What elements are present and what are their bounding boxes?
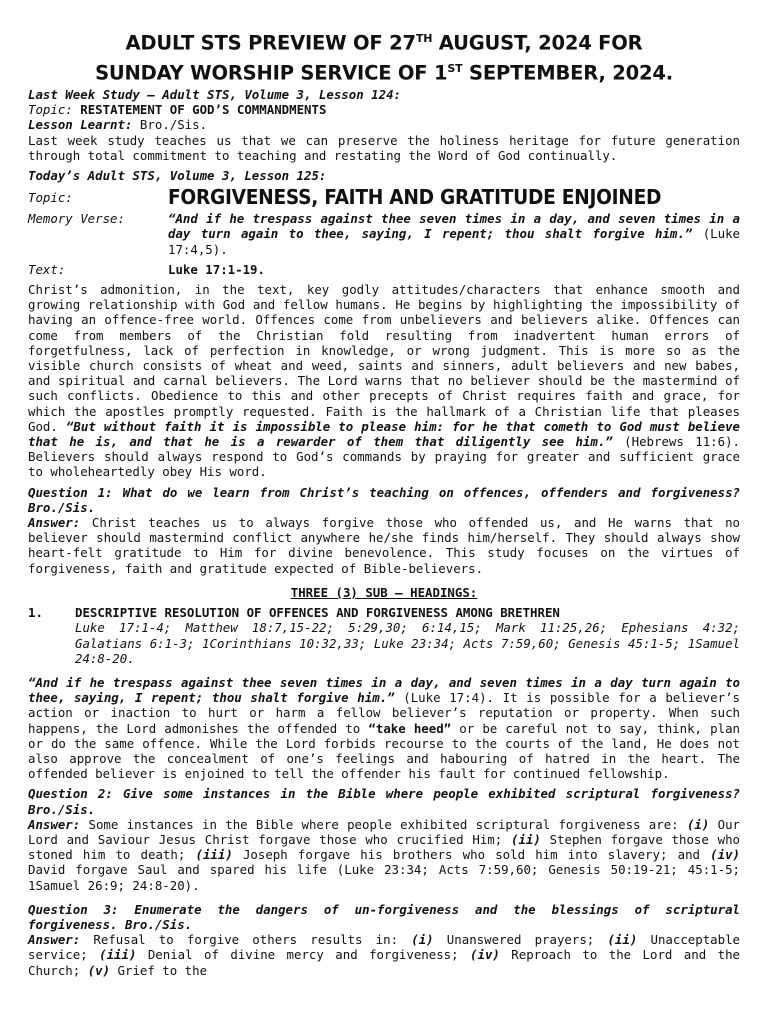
title-text: AUGUST, 2024 FOR (432, 31, 643, 55)
list-marker: (i) (686, 816, 710, 832)
answer-text: Unacceptable service; (28, 932, 741, 963)
today-topic-row (28, 185, 740, 209)
title-line-2 (28, 56, 740, 86)
section-number: 1. (28, 605, 43, 621)
section-1-text: or be careful not to say, think, plan or do the same offence. While the Lord forbids recourse to the courts of the land, He does not also approve the concealment of one’s feelings and habouring of hatred in the heart. The offended believer is enjoined to tell the offender his fault for continued fellowship. (28, 720, 740, 782)
section-1-text: (Luke 17:4). It is possible for a believer’s action or inaction to hurt or harm a fellow believer’s reputation or property. When such happens, the Lord admonishes the offended to (28, 690, 740, 736)
answer-2 (28, 817, 740, 893)
memory-verse (168, 211, 740, 257)
title-text: ADULT STS PREVIEW OF 27 (125, 31, 416, 55)
list-marker: (v) (87, 962, 111, 978)
text-row (28, 262, 740, 277)
section-1-quote: “And if he trespass against thee seven times in a day, and seven times in a day turn again to thee, saying, I repent; thou shalt forgive him.” (28, 674, 740, 706)
memory-verse-ref: (Luke 17:4,5). (168, 226, 740, 257)
section-1-heading-row (28, 605, 740, 620)
title-ordinal: ST (447, 61, 463, 75)
intro-text: Christ’s admonition, in the text, key godly attitudes/characters that enhance smooth and growing relationship with God and fellow humans. He begins by highlighting the impossibility of having an offence-free world. Offences come from unbelievers and believers alike. Offences can come from members of the Christian fold resulting from inadvertent human errors of forgetfulness, lack of perfection in knowledge, or wrong judgment. This is more so as the visible church consists of wheat and weed, saints and sinners, adult believers and new babes, and spiritual and carnal believers. The Lord warns that no believer should be the mastermind of such conflicts. Obedience to this and other precepts of Christ requires faith and grace, for which the apostles promptly requested. Faith is the hallmark of a Christian life that pleases God. (28, 282, 740, 434)
intro-paragraph (28, 282, 740, 480)
intro-quote: “But without faith it is impossible to please him: for he that cometh to God must believe that he is, and that he is a rewarder of them that diligently see him.” (28, 418, 740, 450)
memory-verse-label: Memory Verse: (28, 211, 125, 227)
answer-text: Refusal to forgive others results in: (80, 932, 412, 948)
list-marker: (ii) (607, 932, 638, 948)
answer-3 (28, 932, 740, 978)
list-marker: (iv) (710, 847, 740, 863)
list-marker: (ii) (510, 831, 541, 847)
list-marker: (iii) (99, 947, 137, 963)
last-week-summary: Last week study teaches us that we can preserve the holiness heritage for future generation through total commitment to teaching and restating the Word of God continually. (28, 132, 740, 163)
title-text: SUNDAY WORSHIP SERVICE OF 1 (95, 61, 448, 84)
answer-label: Answer: (28, 932, 81, 948)
last-week-topic-value: RESTATEMENT OF GOD’S COMMANDMENTS (80, 102, 327, 118)
answer-text: Stephen forgave those who stoned him to death; (28, 831, 740, 863)
list-marker: (i) (411, 932, 434, 948)
lesson-topic: FORGIVENESS, FAITH AND GRATITUDE ENJOINED (168, 185, 662, 210)
section-heading: DESCRIPTIVE RESOLUTION OF OFFENCES AND FORGIVENESS AMONG BRETHREN (75, 605, 560, 621)
last-week-lesson (28, 117, 740, 132)
lesson-value: Bro./Sis. (139, 117, 208, 133)
answer-text: Unanswered prayers; (433, 932, 608, 948)
answer-1 (28, 515, 740, 576)
intro-text: (Hebrews 11:6). Believers should always respond to God’s commands by praying for greater and sufficient grace to wholeheartedly obey His word. (28, 434, 740, 480)
title-line-1 (28, 26, 740, 56)
memory-verse-quote: “And if he trespass against thee seven times in a day, and seven times in a day turn again to thee, saying, I repent; thou shalt forgive him.” (168, 211, 740, 242)
list-marker: (iii) (195, 847, 233, 863)
topic-label: Topic: (28, 102, 73, 118)
topic-label: Topic: (28, 189, 73, 205)
question-2: Question 2: Give some instances in the Bible where people exhibited scriptural forgiveness? Bro./Sis. (28, 786, 740, 817)
today-heading: Today’s Adult STS, Volume 3, Lesson 125: (28, 168, 327, 184)
answer-label: Answer: (28, 816, 81, 832)
take-heed-phrase: “take heed” (368, 720, 452, 736)
answer-text: Some instances in the Bible where people exhibited scriptural forgiveness are: (80, 816, 687, 832)
memory-verse-row (28, 211, 740, 257)
last-week-heading: Last Week Study – Adult STS, Volume 3, Lesson 124: (28, 87, 401, 102)
section-1-references: Luke 17:1-4; Matthew 18:7,15-22; 5:29,30; 6:14,15; Mark 11:25,26; Ephesians 4:32; Galatians 6:1-3; 1Corinthians 10:32,33; Luke 23:34; Acts 7:59,60; Genesis 45:1-5; 1Samuel 24:8-20. (75, 620, 740, 666)
text-label: Text: (28, 261, 66, 277)
answer-text: David forgave Saul and spared his life (Luke 23:34; Acts 7:59,60; Genesis 50:19-21; 45:1-5; 1Samuel 26:9; 24:8-20). (28, 862, 740, 893)
question-3: Question 3: Enumerate the dangers of un-forgiveness and the blessings of scriptural forgiveness. Bro./Sis. (28, 901, 740, 932)
answer-label: Answer: (28, 515, 81, 531)
section-1-body (28, 675, 740, 781)
answer-text: Denial of divine mercy and forgiveness; (136, 947, 471, 963)
answer-text: Reproach to the Lord and the Church; (28, 947, 740, 978)
title-text: SEPTEMBER, 2024. (462, 61, 673, 84)
answer-text: Our Lord and Saviour Jesus Christ forgave those who crucified Him; (28, 816, 740, 847)
page-title (28, 26, 740, 85)
text-reference: Luke 17:1-19. (168, 261, 265, 277)
subheadings-title: THREE (3) SUB – HEADINGS: (290, 584, 478, 600)
lesson-label: Lesson Learnt: (28, 117, 133, 133)
answer-text: Joseph forgave his brothers who sold him into slavery; and (232, 847, 711, 863)
answer-text: Christ teaches us to always forgive those who offended us, and He warns that no believer should mastermind conflict anywhere he/she finds him/herself. They should always show heart-felt gratitude to Him for divine benevolence. This study focuses on the virtues of forgiveness, faith and gratitude expected of Bible-believers. (28, 515, 740, 576)
answer-text: Grief to the (110, 962, 208, 978)
question-1: Question 1: What do we learn from Christ’s teaching on offences, offenders and forgiveness? Bro./Sis. (28, 484, 740, 515)
list-marker: (iv) (470, 947, 500, 963)
title-ordinal: TH (415, 32, 433, 45)
last-week-topic (28, 102, 740, 117)
